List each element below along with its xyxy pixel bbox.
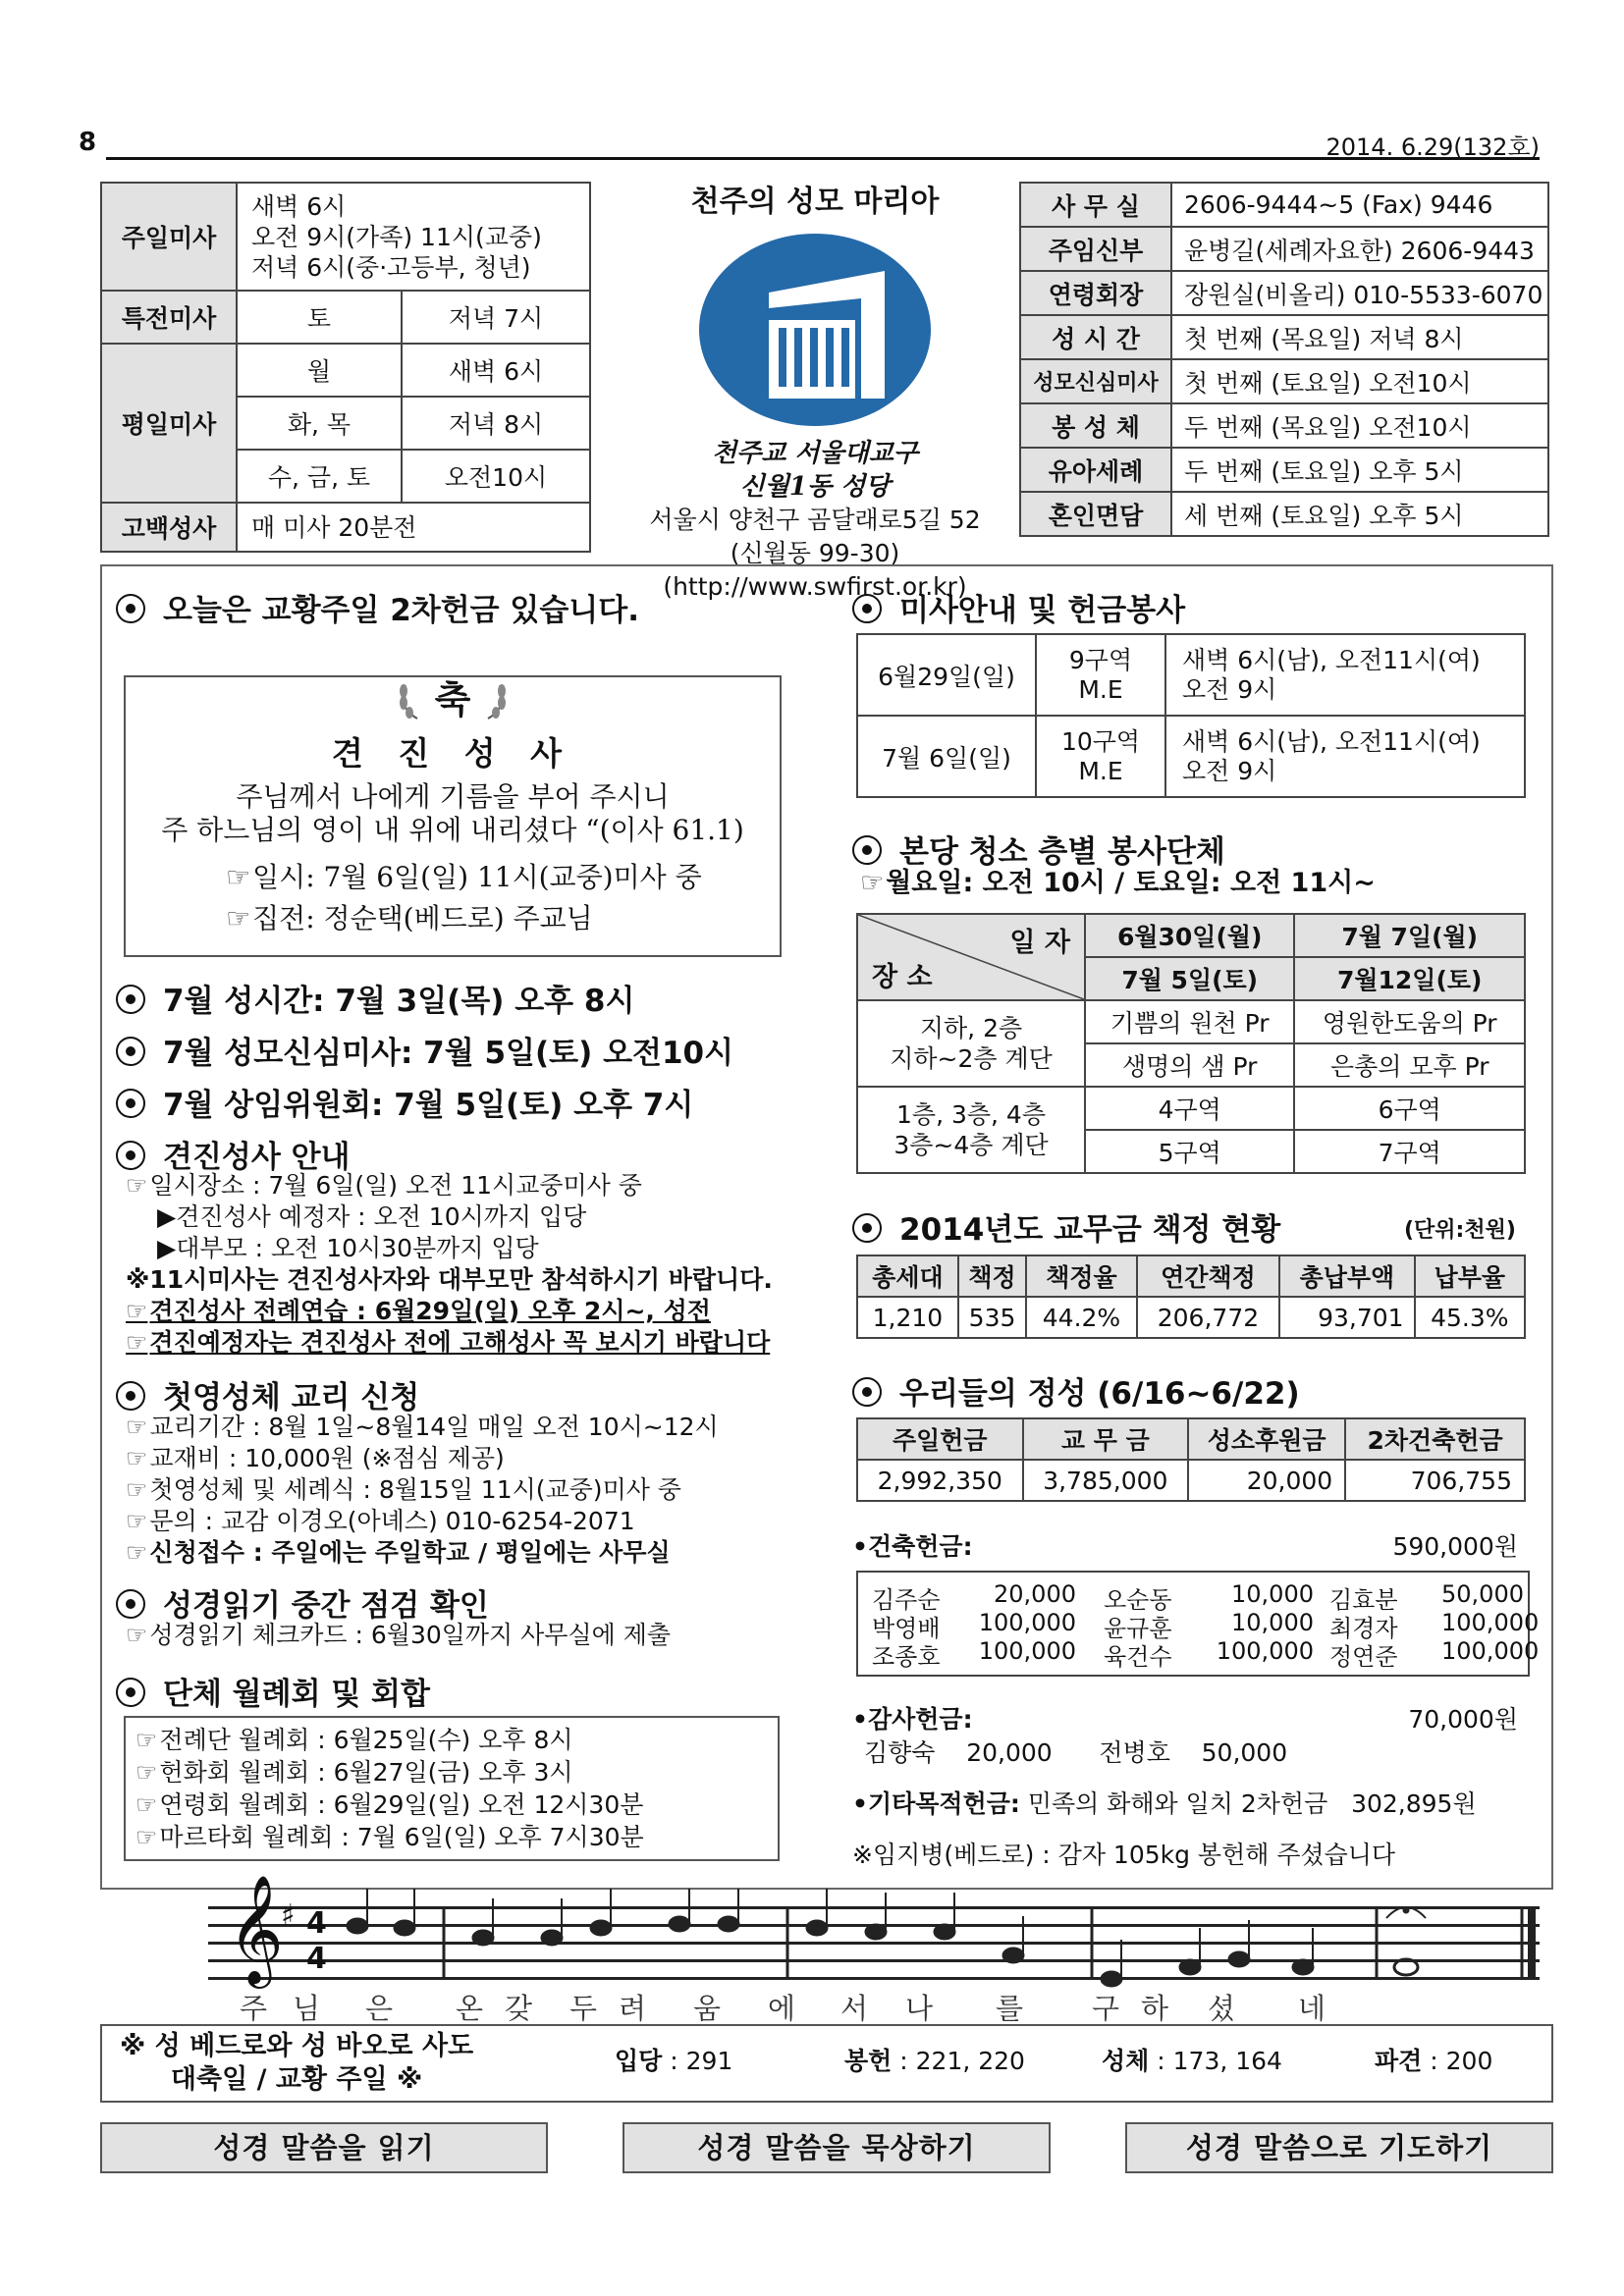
pointing-hand-icon: ☞ xyxy=(126,1475,148,1504)
lyric-syllable: 셨 xyxy=(1208,1992,1236,2025)
section-heading: 우리들의 정성 (6/16~6/22) xyxy=(852,1368,1300,1413)
service-times: 새벽 6시(남), 오전11시(여) 오전 9시 xyxy=(1165,634,1525,716)
list-item: ☞교재비 : 10,000원 (※점심 제공) xyxy=(126,1444,505,1472)
list-item: ▶견진성사 예정자 : 오전 10시까지 입당 xyxy=(157,1202,587,1231)
section-bullet-icon xyxy=(852,835,882,865)
group-cell: 5구역 xyxy=(1085,1130,1294,1173)
thanks-offering-total: 70,000원 xyxy=(1408,1705,1518,1734)
office-key: 사 무 실 xyxy=(1020,183,1171,227)
confirmation-celebrant: ☞집전: 정순택(베드로) 주교님 xyxy=(226,902,593,934)
weekday-day: 월 xyxy=(237,344,402,397)
sunday-mass-label: 주일미사 xyxy=(101,183,237,291)
confirmation-guide-list xyxy=(126,1170,773,1359)
lyric-syllable: 은 xyxy=(365,1992,394,2025)
section-bullet-icon xyxy=(852,1377,882,1407)
confirmation-title: 견 진 성 사 xyxy=(332,734,573,773)
pointing-hand-icon: ☞ xyxy=(126,1507,148,1535)
sunday-time-1: 새벽 6시 xyxy=(251,191,347,221)
scripture-verse-line: 주님께서 나에게 기름을 부어 주시니 xyxy=(236,780,670,813)
donor-amount: 20,000 xyxy=(994,1580,1076,1608)
group-cell: 은총의 모후 Pr xyxy=(1294,1043,1525,1087)
schedule-corner-header: 일 자 장 소 xyxy=(857,914,1085,1000)
bible-reading-note: ☞성경읽기 체크카드 : 6월30일까지 사무실에 제출 xyxy=(126,1621,671,1649)
hymn-staff xyxy=(100,1874,1549,2042)
donor-list-box xyxy=(856,1571,1540,1677)
sunday-time-2: 오전 9시(가족) 11시(교중) xyxy=(251,222,542,251)
offertory-hymn: 봉헌 : 221, 220 xyxy=(844,2047,1025,2075)
service-date: 6월29일(일) xyxy=(857,634,1036,716)
group-cell: 생명의 샘 Pr xyxy=(1085,1043,1294,1087)
weekday-day: 화, 목 xyxy=(237,397,402,450)
list-item: ☞일시장소 : 7월 6일(일) 오전 11시교중미사 중 xyxy=(126,1171,642,1200)
pointing-hand-icon: ☞ xyxy=(135,1790,158,1819)
lyric-syllable: 주 xyxy=(240,1992,268,2025)
issue-date: 2014. 6.29(132호) xyxy=(1326,133,1540,161)
office-key: 성 시 간 xyxy=(1020,315,1171,359)
office-value: 첫 번째 (토요일) 오전10시 xyxy=(1171,359,1548,403)
section-heading: 미사안내 및 헌금봉사 xyxy=(852,585,1185,629)
weekday-time: 새벽 6시 xyxy=(402,344,590,397)
mass-offering-service-table xyxy=(856,633,1526,798)
donor-name: 최경자 xyxy=(1329,1615,1398,1642)
dues-value: 45.3% xyxy=(1415,1297,1525,1338)
donor-name: 정연준 xyxy=(1329,1643,1398,1671)
section-heading: 7월 상임위원회: 7월 5일(토) 오후 7시 xyxy=(116,1080,693,1124)
meditate-scripture-banner: 성경 말씀을 묵상하기 xyxy=(623,2122,1051,2173)
dues-value: 44.2% xyxy=(1026,1297,1136,1338)
office-key: 연령회장 xyxy=(1020,271,1171,315)
list-item: ☞교리기간 : 8월 1일~8월14일 매일 오전 10시~12시 xyxy=(126,1413,719,1441)
office-value: 두 번째 (토요일) 오후 5시 xyxy=(1171,448,1548,492)
service-group: 9구역 M.E xyxy=(1036,634,1165,716)
lyric-syllable: 갖 xyxy=(505,1992,533,2025)
confirmation-notice-box xyxy=(124,675,782,957)
section-heading: 7월 성모신심미사: 7월 5일(토) 오전10시 xyxy=(116,1028,733,1072)
dues-header: 총세대 xyxy=(857,1255,958,1297)
communion-hymn: 성체 : 173, 164 xyxy=(1102,2047,1282,2075)
cleaning-schedule-note: ☞월요일: 오전 10시 / 토요일: 오전 11시~ xyxy=(860,868,1376,898)
office-value: 세 번째 (토요일) 오후 5시 xyxy=(1171,492,1548,536)
list-item: ☞견진예정자는 견진성사 전에 고해성사 꼭 보시기 바랍니다 xyxy=(126,1328,771,1357)
section-bullet-icon xyxy=(116,1141,145,1170)
parish-dues-table xyxy=(856,1255,1526,1339)
dues-value: 206,772 xyxy=(1137,1297,1280,1338)
donor-name: 윤규훈 xyxy=(1104,1615,1172,1642)
group-cell: 7구역 xyxy=(1294,1130,1525,1173)
office-key: 주임신부 xyxy=(1020,227,1171,271)
pointing-hand-icon: ☞ xyxy=(126,1538,148,1567)
list-item: ※11시미사는 견진성사자와 대부모만 참석하시기 바랍니다. xyxy=(126,1265,773,1294)
section-bullet-icon xyxy=(116,1037,145,1066)
list-item: ▶대부모 : 오전 10시30분까지 입당 xyxy=(157,1234,539,1262)
parish-website-link[interactable]: (http://www.swfirst.or.kr) xyxy=(663,572,967,601)
pointing-hand-icon: ☞ xyxy=(126,1621,148,1649)
lyric-syllable: 를 xyxy=(996,1992,1024,2025)
dues-header: 책정율 xyxy=(1026,1255,1136,1297)
dues-header: 총납부액 xyxy=(1279,1255,1414,1297)
parish-patron-title: 천주의 성모 마리아 xyxy=(690,185,940,219)
weekday-mass-label: 평일미사 xyxy=(101,344,237,503)
section-heading: 견진성사 안내 xyxy=(116,1132,350,1176)
service-date: 7월 6일(일) xyxy=(857,716,1036,797)
dismissal-hymn: 파견 : 200 xyxy=(1375,2047,1493,2075)
donor-amount: 100,000 xyxy=(1441,1637,1540,1665)
donor-name: 김효분 xyxy=(1329,1586,1398,1614)
pray-scripture-banner: 성경 말씀으로 기도하기 xyxy=(1125,2122,1553,2173)
pointing-hand-icon: ☞ xyxy=(135,1758,158,1787)
sharp-icon: ♯ xyxy=(281,1898,296,1933)
donor-name: 조종호 xyxy=(872,1643,941,1671)
office-value: 2606-9444~5 (Fax) 9446 xyxy=(1171,183,1548,227)
section-bullet-icon xyxy=(116,1089,145,1118)
laurel-left-icon xyxy=(396,681,421,721)
offering-header: 2차건축헌금 xyxy=(1345,1418,1525,1460)
office-key: 유아세례 xyxy=(1020,448,1171,492)
donor-amount: 100,000 xyxy=(1216,1637,1314,1665)
special-mass-day: 토 xyxy=(237,291,402,344)
pointing-hand-icon: ☞ xyxy=(126,1328,148,1357)
page-number: 8 xyxy=(79,128,97,157)
dues-header: 책정 xyxy=(958,1255,1026,1297)
donor-name: 육건수 xyxy=(1104,1643,1172,1671)
lyric-syllable: 나 xyxy=(905,1992,934,2025)
pointing-hand-icon: ☞ xyxy=(126,1413,148,1441)
scripture-verse-line: 주 하느님의 영이 내 위에 내리셨다 “(이사 61.1) xyxy=(161,814,744,846)
confession-label: 고백성사 xyxy=(101,503,237,552)
dues-header: 연간책정 xyxy=(1137,1255,1280,1297)
list-item: ☞첫영성체 및 세례식 : 8월15일 11시(교중)미사 중 xyxy=(126,1475,681,1504)
section-heading: 2014년도 교무금 책정 현황 xyxy=(852,1204,1280,1249)
parish-identity xyxy=(599,177,1031,604)
office-value: 첫 번째 (목요일) 저녁 8시 xyxy=(1171,315,1548,359)
dues-value: 93,701 xyxy=(1279,1297,1414,1338)
group-cell: 기쁨의 원천 Pr xyxy=(1085,1000,1294,1043)
laurel-right-icon xyxy=(484,681,510,721)
section-bullet-icon xyxy=(852,1213,882,1243)
date-header: 7월12일(토) xyxy=(1294,957,1525,1000)
parish-calligraphy-name: 천주교 서울대교구 신월1동 성당 xyxy=(712,439,918,502)
service-group: 10구역 M.E xyxy=(1036,716,1165,797)
date-header: 7월 7일(월) xyxy=(1294,914,1525,957)
office-value: 장원실(비올리) 010-5533-6070 xyxy=(1171,271,1548,315)
section-bullet-icon xyxy=(116,1589,145,1619)
thanks-offering-donors: 김향숙 20,000 전병호 50,000 xyxy=(864,1738,1288,1767)
lyric-syllable: 구 xyxy=(1092,1992,1120,2025)
pointing-hand-icon: ☞ xyxy=(135,1726,158,1754)
donor-amount: 100,000 xyxy=(978,1609,1076,1636)
weekday-time: 오전10시 xyxy=(402,450,590,503)
section-bullet-icon xyxy=(116,1381,145,1411)
cleaning-schedule-table xyxy=(856,913,1526,1174)
special-mass-time: 저녁 7시 xyxy=(402,291,590,344)
offering-header: 주일헌금 xyxy=(857,1418,1023,1460)
group-cell: 6구역 xyxy=(1294,1087,1525,1130)
congratulation-heading: 축 xyxy=(126,669,780,723)
liturgy-info-box xyxy=(100,2024,1553,2103)
service-times: 새벽 6시(남), 오전11시(여) 오전 9시 xyxy=(1165,716,1525,797)
office-info-table xyxy=(1019,182,1549,537)
weekday-time: 저녁 8시 xyxy=(402,397,590,450)
building-fund-label: •건축헌금: xyxy=(852,1532,973,1561)
office-value: 윤병길(세례자요한) 2606-9443 xyxy=(1171,227,1548,271)
other-offering: •기타목적헌금: 민족의 화해와 일치 2차헌금 302,895원 xyxy=(852,1789,1477,1818)
read-scripture-banner: 성경 말씀을 읽기 xyxy=(100,2122,548,2173)
offering-header: 교 무 금 xyxy=(1023,1418,1189,1460)
list-item: ☞신청접수 : 주일에는 주일학교 / 평일에는 사무실 xyxy=(126,1538,671,1567)
section-bullet-icon xyxy=(116,985,145,1014)
group-cell: 4구역 xyxy=(1085,1087,1294,1130)
section-heading: 첫영성체 교리 신청 xyxy=(116,1372,419,1416)
list-item: ☞헌화회 월례회 : 6월27일(금) 오후 3시 xyxy=(135,1758,573,1787)
list-item: ☞마르타회 월례회 : 7월 6일(일) 오후 7시30분 xyxy=(135,1823,644,1851)
donor-amount: 100,000 xyxy=(1441,1609,1540,1636)
offering-header: 성소후원금 xyxy=(1188,1418,1345,1460)
dues-header: 납부율 xyxy=(1415,1255,1525,1297)
date-header: 6월30일(월) xyxy=(1085,914,1294,957)
unit-note: (단위:천원) xyxy=(1404,1218,1516,1243)
lyric-syllable: 려 xyxy=(619,1992,647,2025)
donor-amount: 100,000 xyxy=(978,1637,1076,1665)
pointing-hand-icon: ☞ xyxy=(226,861,251,893)
lyric-syllable: 에 xyxy=(768,1992,796,2025)
first-communion-list xyxy=(126,1412,719,1569)
section-heading: 오늘은 교황주일 2차헌금 있습니다. xyxy=(116,585,639,629)
list-item: ☞문의 : 교감 이경오(아녜스) 010-6254-2071 xyxy=(126,1507,635,1535)
pointing-hand-icon: ☞ xyxy=(126,1297,148,1325)
section-heading: 성경읽기 중간 점검 확인 xyxy=(116,1580,489,1625)
confirmation-date: ☞일시: 7월 6일(일) 11시(교중)미사 중 xyxy=(226,861,702,893)
donor-name: 박영배 xyxy=(872,1615,941,1642)
lyric-syllable: 네 xyxy=(1298,1992,1326,2025)
place-cell: 1층, 3층, 4층 3층~4층 계단 xyxy=(857,1087,1085,1173)
list-item: ☞견진성사 전례연습 : 6월29일(일) 오후 2시~, 성전 xyxy=(126,1297,711,1325)
donor-amount: 50,000 xyxy=(1441,1580,1524,1608)
header-divider xyxy=(106,157,1540,160)
offering-value: 20,000 xyxy=(1188,1460,1345,1501)
weekday-day: 수, 금, 토 xyxy=(237,450,402,503)
section-heading: 본당 청소 층별 봉사단체 xyxy=(852,827,1225,871)
confession-time: 매 미사 20분전 xyxy=(237,503,590,552)
office-key: 혼인면담 xyxy=(1020,492,1171,536)
feast-name: ※ 성 베드로와 성 바오로 사도 대축일 / 교황 주일 ※ xyxy=(120,2031,474,2095)
pointing-hand-icon: ☞ xyxy=(226,902,251,934)
office-key: 성모신심미사 xyxy=(1020,359,1171,403)
dues-value: 1,210 xyxy=(857,1297,958,1338)
pointing-hand-icon: ☞ xyxy=(126,1171,148,1200)
lyric-syllable: 온 xyxy=(456,1992,484,2025)
section-heading: 7월 성시간: 7월 3일(목) 오후 8시 xyxy=(116,976,634,1020)
mass-schedule-table xyxy=(100,182,591,553)
donor-name: 김주순 xyxy=(872,1586,941,1614)
donation-note: ※임지병(베드로) : 감자 105kg 봉헌해 주셨습니다 xyxy=(852,1841,1396,1869)
donor-amount: 10,000 xyxy=(1231,1609,1314,1636)
building-fund-total: 590,000원 xyxy=(1392,1532,1518,1561)
list-item: ☞전례단 월례회 : 6월25일(수) 오후 8시 xyxy=(135,1726,573,1754)
date-header: 7월 5일(토) xyxy=(1085,957,1294,1000)
office-key: 봉 성 체 xyxy=(1020,403,1171,448)
offering-value: 706,755 xyxy=(1345,1460,1525,1501)
group-cell: 영원한도움의 Pr xyxy=(1294,1000,1525,1043)
thanks-offering-label: •감사헌금: xyxy=(852,1705,973,1734)
dues-value: 535 xyxy=(958,1297,1026,1338)
lyric-syllable: 두 xyxy=(569,1992,598,2025)
weekly-offering-table xyxy=(856,1417,1526,1502)
parish-address: 서울시 양천구 곰달래로5길 52 xyxy=(649,506,981,534)
treble-clef-icon: 𝄞 xyxy=(228,1874,284,1984)
pointing-hand-icon: ☞ xyxy=(135,1823,158,1851)
lyric-syllable: 움 xyxy=(693,1992,722,2025)
section-heading: 단체 월례회 및 회합 xyxy=(116,1669,430,1713)
lyric-syllable: 서 xyxy=(840,1992,869,2025)
list-item: ☞연령회 월례회 : 6월29일(일) 오전 12시30분 xyxy=(135,1790,644,1819)
pointing-hand-icon: ☞ xyxy=(860,868,885,898)
place-cell: 지하, 2층 지하~2층 계단 xyxy=(857,1000,1085,1087)
time-signature-icon: 4 4 xyxy=(306,1906,327,1976)
office-value: 두 번째 (목요일) 오전10시 xyxy=(1171,403,1548,448)
lyric-syllable: 님 xyxy=(293,1992,321,2025)
lyric-syllable: 하 xyxy=(1141,1992,1169,2025)
group-meetings-box xyxy=(124,1716,780,1861)
donor-amount: 10,000 xyxy=(1231,1580,1314,1608)
sunday-mass-times xyxy=(237,183,590,291)
offering-value: 2,992,350 xyxy=(857,1460,1023,1501)
parish-logo-icon xyxy=(692,230,938,431)
sunday-time-3: 저녁 6시(중·고등부, 청년) xyxy=(251,252,531,282)
section-bullet-icon xyxy=(852,594,882,623)
parish-address-old: (신월동 99-30) xyxy=(730,539,900,567)
offering-value: 3,785,000 xyxy=(1023,1460,1189,1501)
donor-name: 오순동 xyxy=(1104,1586,1172,1614)
special-mass-label: 특전미사 xyxy=(101,291,237,344)
section-bullet-icon xyxy=(116,594,145,623)
entrance-hymn: 입당 : 291 xyxy=(615,2047,733,2075)
section-bullet-icon xyxy=(116,1678,145,1707)
pointing-hand-icon: ☞ xyxy=(126,1444,148,1472)
